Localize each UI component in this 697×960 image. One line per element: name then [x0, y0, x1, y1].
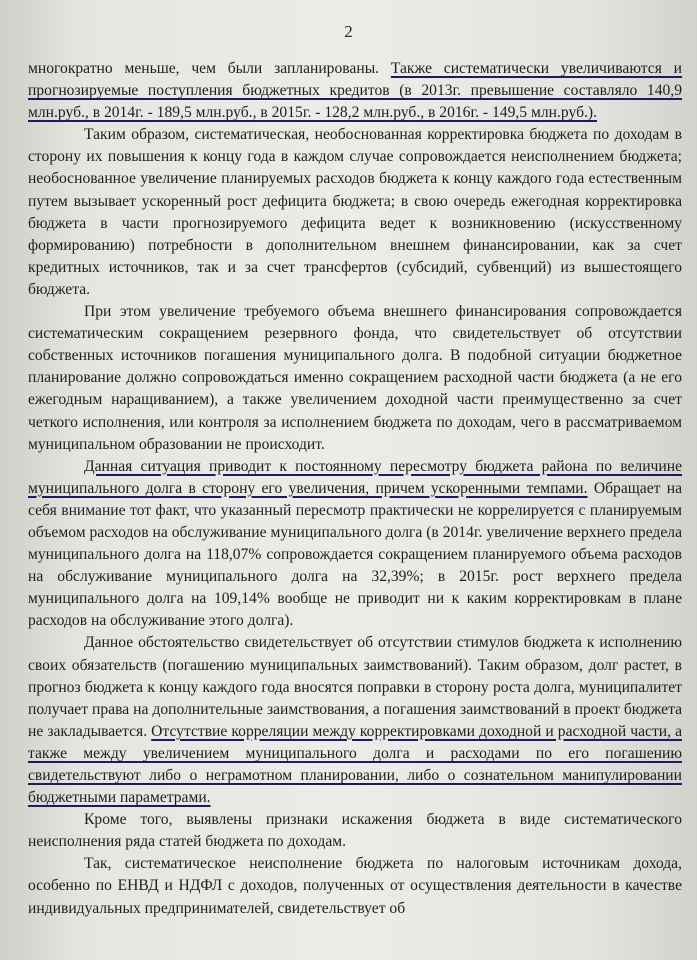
text-run: Данное обстоятельство свидетельствует об отсутствии стимулов бюджета к исполнению своих обязательств (погашению муниципальных заимствований). Таким образом, долг растет, в прогноз бюджета к концу каждого года вносятся поправки в сторону роста долга, муниципалитет получает права на дополнительные заимствования, а погашения заимствований в проект бюджета не закладывается. [28, 634, 682, 740]
text-run: Так, систематическое неисполнение бюджета по налоговым источникам дохода, особенно по ЕНВД и НДФЛ с доходов, полученных от осуществления деятельности в качестве индивидуальных предпринимателей, свидетельствует об [28, 855, 682, 917]
text-run: многократно меньше, чем были запланированы. [28, 60, 391, 77]
text-run: Обращает на себя внимание тот факт, что указанный пересмотр практически не коррелируется с планируемым объемом расходов на обслуживание муниципального долга (в 2014г. увеличение верхнего предела муниципального долга на 118,07% сопровождается сокращением планируемого объема расходов на обслуживание муниципального долга на 32,39%; в 2015г. рост верхнего предела муниципального долга на 109,14% вообще не приводит ни к каким корректировкам в плане расходов на обслуживание этого долга). [28, 479, 682, 630]
page-number: 2 [344, 22, 353, 41]
underlined-passage: Отсутствие корреляции между корректировками доходной и расходной части, а также между увеличением муниципального долга и расходами по его погашению свидетельствуют либо о неграмотном планировании, либо о сознательном манипулировании бюджетными параметрами. [28, 722, 682, 807]
underlined-passage: Также систематически увеличиваются и прогнозируемые поступления бюджетных кредитов (в 2013г. превышение составляло 140,9 млн.руб., в 2014г. - 189,5 млн.руб., в 2015г. - 128,2 млн.руб., в 2016г. - 149,5 млн.руб.). [28, 60, 682, 122]
paragraph [28, 124, 682, 301]
text-run: Кроме того, выявлены признаки искажения бюджета в виде систематического неисполнения ряда статей бюджета по доходам. [28, 811, 682, 851]
paragraph [28, 456, 682, 633]
document-body [28, 58, 682, 920]
paragraph [28, 853, 682, 919]
text-run: При этом увеличение требуемого объема внешнего финансирования сопровождается систематическим сокращением резервного фонда, что свидетельствует об отсутствии собственных источников погашения муниципального долга. В подобной ситуации бюджетное планирование должно сопровождаться именно сокращением расходной части бюджета (а не его ежегодным наращиванием), а также увеличением доходной части преимущественно за счет четкого исполнения, или контроля за исполнением бюджета по доходам, чего в рассматриваемом муниципальном образовании не происходит. [28, 303, 682, 453]
paragraph [28, 301, 682, 456]
text-run: Таким образом, систематическая, необоснованная корректировка бюджета по доходам в сторону их повышения к концу года в каждом случае сопровождается неисполнением бюджета; необоснованное увеличение планируемых расходов бюджета к концу каждого года естественным путем вызывает ускоренный рост дефицита бюджета; в свою очередь ежегодная корректировка бюджета в части прогнозируемого дефицита ведет к возникновению (искусственному формированию) потребности в дополнительном внешнем финансировании, как за счет кредитных источников, так и за счет трансфертов (субсидий, субвенций) из вышестоящего бюджета. [28, 126, 682, 298]
paragraph [28, 58, 682, 124]
paragraph [28, 632, 682, 809]
paragraph [28, 809, 682, 853]
underlined-passage: Данная ситуация приводит к постоянному пересмотру бюджета района по величине муниципального долга в сторону его увеличения, причем ускоренными темпами. [28, 457, 682, 497]
